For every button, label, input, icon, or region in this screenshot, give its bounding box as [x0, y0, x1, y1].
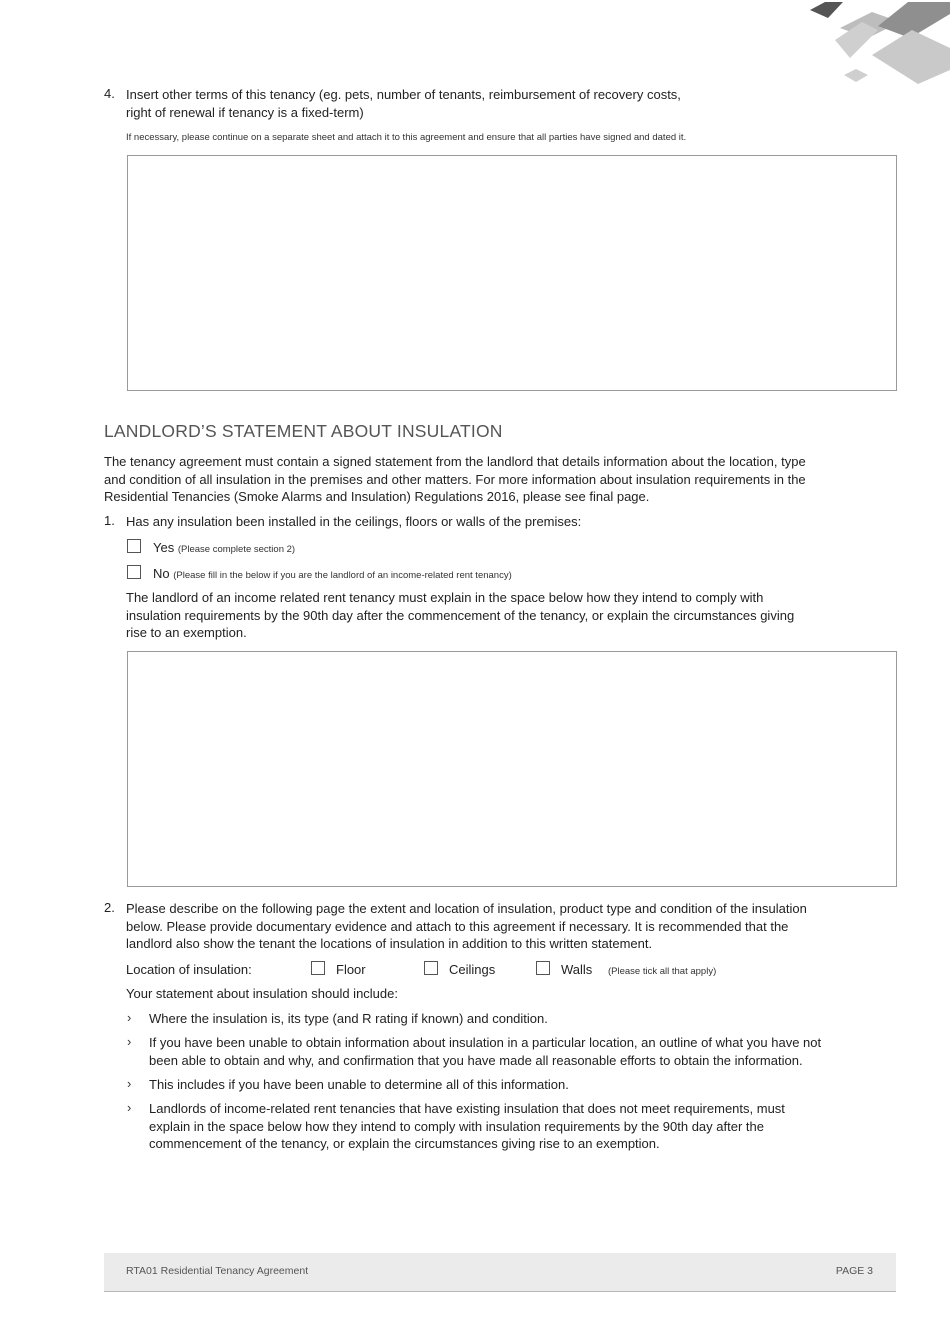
include-label: Your statement about insulation should include: — [126, 986, 398, 1001]
tick-note: (Please tick all that apply) — [608, 966, 717, 977]
yes-label: Yes — [153, 540, 175, 555]
page-footer — [104, 1253, 896, 1292]
q4-note: If necessary, please continue on a separate sheet and attach it to this agreement and ensure that all parties have signed and dated it. — [126, 132, 687, 143]
no-label: No — [153, 566, 170, 581]
bullet-3-line1: This includes if you have been unable to determine all of this information. — [149, 1077, 569, 1092]
insulation-intro-line3: Residential Tenancies (Smoke Alarms and Insulation) Regulations 2016, please see final page. — [104, 489, 650, 504]
bullet-2-line2: been able to obtain and why, and confirmation that you have made all reasonable efforts to obtain the information. — [149, 1052, 803, 1068]
no-note: (Please fill in the below if you are the landlord of an income-related rent tenancy) — [173, 570, 512, 581]
walls-label: Walls — [561, 962, 593, 977]
bullet-marker: › — [127, 1100, 132, 1115]
ceilings-checkbox[interactable] — [424, 961, 438, 975]
q4-text-line1: Insert other terms of this tenancy (eg. pets, number of tenants, reimbursement of recovery costs, — [126, 87, 681, 102]
q4-number: 4. — [104, 86, 115, 101]
bullet-4-line1: Landlords of income-related rent tenancies that have existing insulation that does not meet requirements, must — [149, 1101, 785, 1116]
q1-explain-line1: The landlord of an income related rent tenancy must explain in the space below how they intend to comply with — [126, 590, 764, 605]
q4-text-line2: right of renewal if tenancy is a fixed-term) — [126, 104, 364, 120]
footer-document-title: RTA01 Residential Tenancy Agreement — [126, 1265, 309, 1277]
walls-checkbox[interactable] — [536, 961, 550, 975]
income-related-explanation-textbox[interactable] — [127, 651, 897, 887]
bullet-marker: › — [127, 1034, 132, 1049]
bullet-marker: › — [127, 1010, 132, 1025]
q2-text-line3: landlord also show the tenant the locations of insulation in addition to this written statement. — [126, 936, 653, 951]
bullet-1-line1: Where the insulation is, its type (and R rating if known) and condition. — [149, 1011, 548, 1026]
footer-page-number: PAGE 3 — [835, 1265, 873, 1277]
no-checkbox[interactable] — [127, 565, 141, 579]
insulation-intro-line2: and condition of all insulation in the premises and other matters. For more information about insulation requirements in the — [104, 471, 806, 487]
q1-explain-line3: rise to an exemption. — [126, 625, 247, 640]
yes-option — [153, 539, 295, 559]
q1-text: Has any insulation been installed in the ceilings, floors or walls of the premises: — [126, 514, 582, 529]
no-option — [153, 565, 512, 585]
bullet-4-line3: commencement of the tenancy, or explain the circumstances giving rise to an exemption. — [149, 1136, 660, 1151]
insulation-intro-line1: The tenancy agreement must contain a signed statement from the landlord that details information about the location, type — [104, 454, 806, 469]
yes-note: (Please complete section 2) — [177, 544, 296, 555]
other-terms-textbox[interactable] — [127, 155, 897, 391]
floor-label: Floor — [336, 962, 366, 977]
floor-checkbox[interactable] — [311, 961, 325, 975]
location-label: Location of insulation: — [126, 962, 252, 977]
ceilings-label: Ceilings — [449, 962, 496, 977]
q2-text-line1: Please describe on the following page the extent and location of insulation, product type and condition of the insulation — [126, 901, 807, 916]
q1-number: 1. — [104, 513, 115, 528]
insulation-section-heading: LANDLORD’S STATEMENT ABOUT INSULATION — [104, 421, 503, 441]
decorative-diamonds-graphic — [800, 0, 950, 90]
yes-checkbox[interactable] — [127, 539, 141, 553]
bullet-2-line1: If you have been unable to obtain information about insulation in a particular location, an outline of what you have not — [149, 1035, 822, 1050]
bullet-marker: › — [127, 1076, 132, 1091]
q2-number: 2. — [104, 900, 115, 915]
bullet-4-line2: explain in the space below how they intend to comply with insulation requirements by the 90th day after the — [149, 1118, 764, 1134]
q2-text-line2: below. Please provide documentary evidence and attach to this agreement if necessary. It is recommended that the — [126, 918, 789, 934]
q1-explain-line2: insulation requirements by the 90th day after the commencement of the tenancy, or explain the circumstances giving — [126, 607, 795, 623]
